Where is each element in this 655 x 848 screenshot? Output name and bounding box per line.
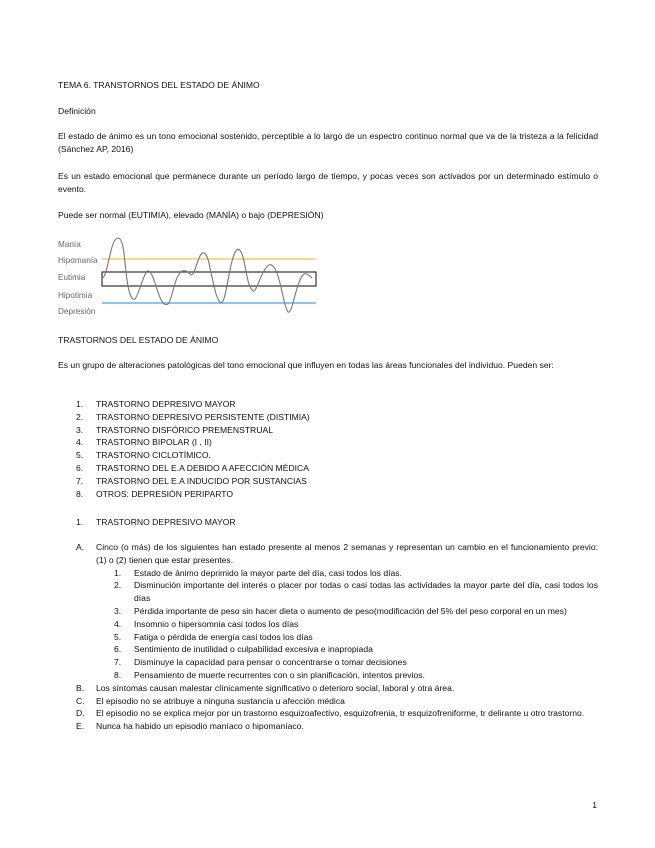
level-label-hipomania: Hipomanía	[58, 256, 98, 265]
criterion-letter: C.	[76, 695, 85, 706]
list-text: TRASTORNO DEL E.A DEBIDO A AFECCIÓN MÉDICA	[96, 462, 309, 473]
symptom-text: Disminución importante del interés o placer por todas o casi todas las actividades la mayor parte del día, casi todos los días	[134, 580, 598, 604]
list-number: 6.	[76, 462, 84, 473]
level-label-hipotimia: Hipotimia	[58, 291, 93, 300]
symptom-number: 3.	[114, 605, 122, 616]
symptom-text: Pérdida importante de peso sin hacer dieta o aumento de peso(modificación del 5% del peso corporal en un mes)	[134, 605, 567, 616]
mood-states-line: Puede ser normal (EUTIMIA), elevado (MANÍA) o bajo (DEPRESIÓN)	[58, 210, 324, 220]
criterion-e	[58, 720, 598, 733]
criterion-letter: E.	[76, 721, 85, 732]
symptom-number: 5.	[114, 631, 122, 642]
tdm-heading-text: TRASTORNO DEPRESIVO MAYOR	[96, 517, 236, 527]
symptom-text: Pensamiento de muerte recurrentes con o sin planificación, intentos previos.	[134, 669, 425, 680]
symptom-item	[96, 579, 598, 605]
symptom-number: 7.	[114, 657, 122, 668]
symptom-item	[96, 643, 598, 656]
symptom-item	[96, 618, 598, 631]
symptom-number: 6.	[114, 644, 122, 655]
definition-paragraph-1: El estado de ánimo es un tono emocional sostenido, perceptible a lo largo de un espectro continuo normal que va de la tristeza a la felicidad (Sánchez AP, 2016)	[58, 131, 598, 154]
mood-spectrum-chart	[58, 234, 320, 320]
list-item	[58, 424, 598, 437]
section-intro: Es un grupo de alteraciones patológicas del tono emocional que influyen en todas las áreas funcionales del individuo. Pueden ser:	[58, 360, 554, 370]
symptom-number: 1.	[114, 567, 122, 578]
criterion-a-symptoms	[96, 567, 598, 682]
level-label-mania: Manía	[58, 240, 81, 249]
list-number: 3.	[76, 424, 84, 435]
level-label-depresion: Depresión	[58, 307, 96, 316]
criterion-text: El episodio no se explica mejor por un trastorno esquizoafectivo, esquizofrenia, tr esquizofreniforme, tr delirante u otro trastorno.	[96, 708, 585, 719]
definition-paragraph-2: Es un estado emocional que permanece durante un período largo de tiempo, y pocas veces son activados por un determinado estímulo o evento.	[58, 171, 598, 194]
symptom-text: Estado de ánimo deprimido la mayor parte del día, casi todos los días.	[134, 567, 402, 578]
symptom-item	[96, 656, 598, 669]
criterion-b	[58, 682, 598, 695]
list-text: TRASTORNO DEL E.A INDUCIDO POR SUSTANCIAS	[96, 475, 307, 486]
list-item	[58, 462, 598, 475]
symptom-number: 2.	[114, 580, 122, 591]
criterion-text: Cinco (o más) de los siguientes han estado presente al menos 2 semanas y representan un cambio en el funcionamiento previo: (1) o (2) tienen que estar presentes.	[96, 542, 598, 565]
page-title: TEMA 6. TRANSTORNOS DEL ESTADO DE ÁNIMO	[58, 80, 260, 90]
tdm-heading	[58, 516, 598, 529]
list-number: 7.	[76, 475, 84, 486]
symptom-text: Fatiga o pérdida de energía casi todos los días	[134, 631, 313, 642]
list-number: 5.	[76, 450, 84, 461]
criterion-text: Nunca ha habido un episodio maníaco o hipomaníaco.	[96, 721, 304, 732]
symptom-item	[96, 605, 598, 618]
tdm-heading-block	[58, 516, 598, 529]
list-number: 8.	[76, 488, 84, 499]
symptom-item	[96, 669, 598, 682]
list-item	[58, 488, 598, 501]
criteria-list	[58, 541, 598, 733]
criterion-c	[58, 695, 598, 708]
symptom-number: 8.	[114, 669, 122, 680]
list-item	[58, 398, 598, 411]
list-number: 4.	[76, 437, 84, 448]
symptom-text: Insomnio o hipersomnia casi todos los días	[134, 618, 299, 629]
symptom-text: Sentimiento de inutilidad o culpabilidad excesiva e inapropiada	[134, 644, 373, 655]
criterion-text: El episodio no se atribuye a ninguna sustancia u afección médica	[96, 695, 345, 706]
tdm-heading-number: 1.	[76, 517, 84, 527]
symptom-number: 4.	[114, 618, 122, 629]
definition-heading: Definición	[58, 106, 96, 116]
list-text: TRASTORNO DEPRESIVO MAYOR	[96, 399, 236, 409]
list-text: TRASTORNO DISFÓRICO PREMENSTRUAL	[96, 424, 273, 435]
criterion-d	[58, 707, 598, 720]
criterion-a	[58, 541, 598, 682]
symptom-item	[96, 567, 598, 580]
list-item	[58, 449, 598, 462]
list-item	[58, 475, 598, 488]
list-item	[58, 436, 598, 449]
page-number: 1	[592, 800, 597, 810]
symptom-text: Disminuye la capacidad para pensar o concentrarse o tomar decisiones	[134, 657, 407, 668]
list-item	[58, 411, 598, 424]
list-text: OTROS: DEPRESIÓN PERIPARTO	[96, 488, 234, 499]
list-number: 1.	[76, 399, 84, 409]
eutimia-band	[102, 272, 316, 286]
criterion-text: Los síntomas causan malestar clínicamente significativo o deterioro social, laboral y otra área.	[96, 682, 455, 693]
disorders-list	[58, 398, 598, 500]
criterion-letter: D.	[76, 708, 85, 719]
level-label-eutimia: Eutimia	[58, 273, 86, 282]
list-text: TRASTORNO BIPOLAR (I , II)	[96, 437, 212, 448]
symptom-item	[96, 631, 598, 644]
mood-curve	[102, 238, 312, 312]
list-text: TRASTORNO DEPRESIVO PERSISTENTE (DISTIMIA)	[96, 411, 310, 422]
criterion-letter: B.	[76, 682, 85, 693]
list-number: 2.	[76, 411, 84, 422]
criterion-letter: A.	[76, 542, 85, 552]
section-title: TRASTORNOS DEL ESTADO DE ÁNIMO	[58, 335, 219, 345]
list-text: TRASTORNO CICLOTÍMICO.	[96, 450, 211, 461]
